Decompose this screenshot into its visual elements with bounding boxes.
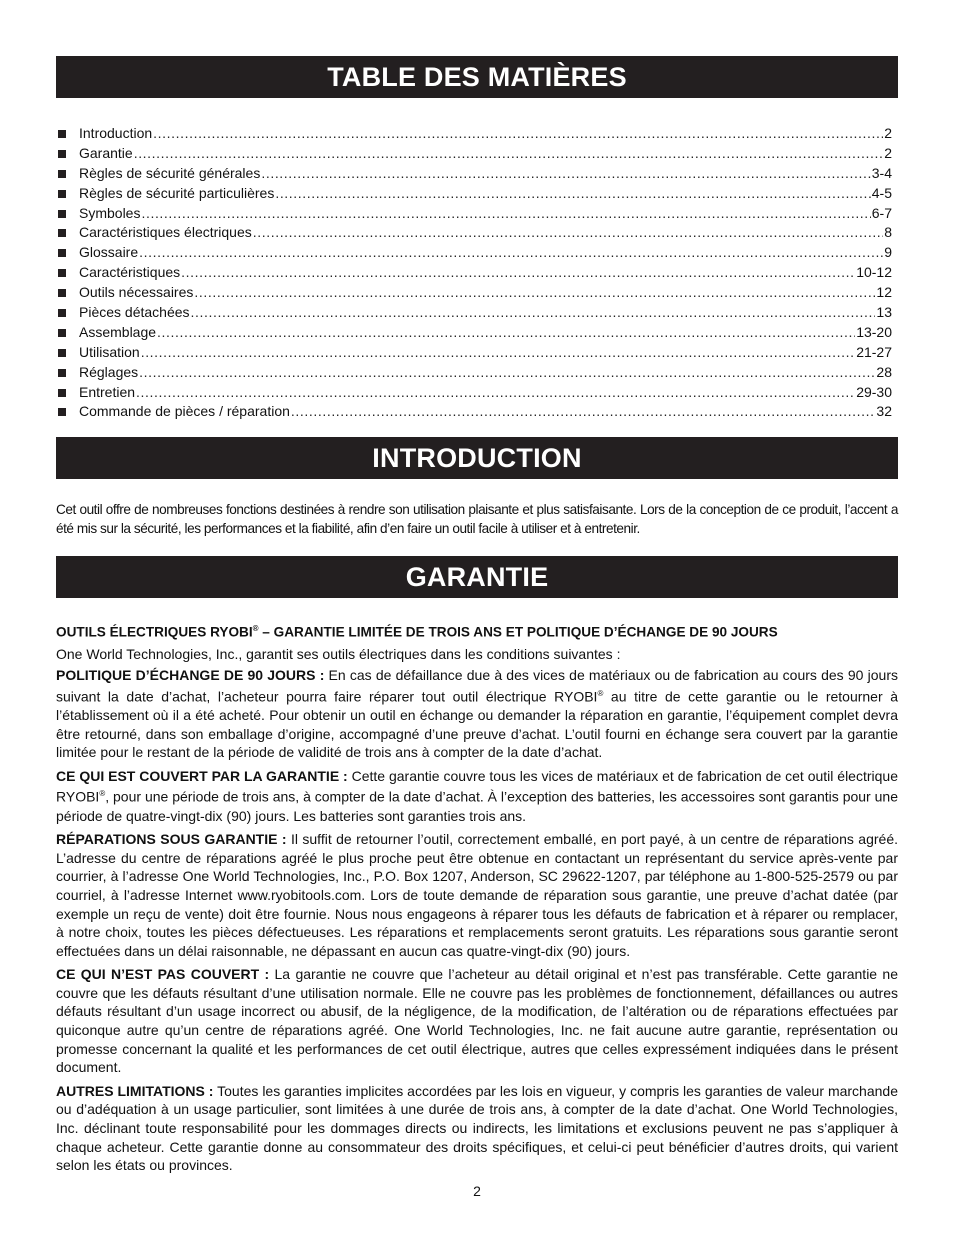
toc-item-page: 4-5 (871, 184, 892, 201)
toc-item-page: 2 (884, 144, 892, 161)
toc-item-page: 13 (876, 304, 892, 321)
warranty-subheading: One World Technologies, Inc., garantit ses outils électriques dans les conditions suivantes : (56, 646, 621, 663)
toc-item-label: Garantie (79, 144, 133, 161)
toc-item-page: 8 (884, 224, 892, 241)
toc-leader-dots (134, 144, 884, 164)
introduction-title: INTRODUCTION (56, 437, 898, 479)
square-bullet-icon (58, 329, 66, 337)
toc-item (56, 223, 898, 243)
square-bullet-icon (58, 289, 66, 297)
toc-item-label: Entretien (79, 383, 136, 400)
repairs-label: RÉPARATIONS SOUS GARANTIE : (56, 831, 287, 848)
exchange-policy-paragraph (56, 666, 898, 762)
toc-item (56, 144, 898, 164)
toc-item-page: 2 (884, 125, 892, 141)
toc-item (56, 402, 898, 422)
introduction-text: Cet outil offre de nombreuses fonctions destinées à rendre son utilisation plaisante et plus satisfaisante. Lors de la conception de ce produit, l’accent a été mis sur la sécurité, les performances et la fiabilité, afin d’en faire un outil facile à utiliser et à entretenir. (56, 502, 898, 536)
square-bullet-icon (58, 408, 66, 416)
toc-item (56, 363, 898, 383)
toc-item-label: Utilisation (79, 343, 140, 360)
toc-item (56, 124, 898, 144)
toc-item-label: Règles de sécurité particulières (79, 184, 275, 201)
registered-mark: ® (99, 789, 106, 799)
square-bullet-icon (58, 349, 66, 357)
toc-item-label: Commande de pièces / réparation (79, 403, 290, 420)
toc-item-label: Réglages (79, 363, 139, 380)
toc-item-page: 21-27 (856, 343, 892, 360)
other-limitations-label: AUTRES LIMITATIONS : (56, 1082, 214, 1099)
toc-item-page: 10-12 (856, 264, 892, 281)
warranty-heading-part1: OUTILS ÉLECTRIQUES RYOBI (56, 624, 253, 640)
toc-item-page: 9 (884, 244, 892, 261)
toc-item (56, 243, 898, 263)
warranty-heading-part2: – GARANTIE LIMITÉE DE TROIS ANS ET POLITIQUE D’ÉCHANGE DE 90 JOURS (258, 624, 778, 640)
toc-item-label: Assemblage (79, 323, 157, 340)
toc-item (56, 323, 898, 343)
exchange-policy-text-a: En cas de défaillance due à des vices de matériaux ou de fabrication au cours des 90 jours suivant la date d’achat, l’acheteur pourra faire réparer tout outil électrique RYOBI (56, 667, 898, 705)
other-limitations-paragraph (56, 1082, 898, 1175)
toc-item-page: 28 (876, 363, 892, 380)
warranty-section (56, 620, 898, 1174)
manual-page (56, 56, 898, 1180)
not-covered-paragraph (56, 965, 898, 1077)
covered-text-a: Cette garantie couvre tous les vices de matériaux et de fabrication de cet outil électrique RYOBI (56, 767, 898, 805)
square-bullet-icon (58, 389, 66, 397)
square-bullet-icon (58, 210, 66, 218)
toc-item (56, 204, 898, 224)
toc-item-page: 29-30 (856, 383, 892, 400)
toc-item (56, 343, 898, 363)
covered-paragraph (56, 767, 898, 825)
toc-item-page: 32 (876, 403, 892, 420)
square-bullet-icon (58, 170, 66, 178)
square-bullet-icon (58, 229, 66, 237)
toc-item-label: Glossaire (79, 244, 139, 261)
registered-mark: ® (597, 688, 604, 698)
toc-leader-dots (139, 243, 883, 263)
toc-item-label: Introduction (79, 125, 153, 141)
toc-item (56, 164, 898, 184)
repairs-paragraph (56, 830, 898, 960)
warranty-heading (56, 620, 898, 642)
garantie-title: GARANTIE (56, 556, 898, 598)
toc-item (56, 383, 898, 403)
square-bullet-icon (58, 249, 66, 257)
exchange-policy-label: POLITIQUE D’ÉCHANGE DE 90 JOURS : (56, 667, 325, 684)
toc-item-page: 13-20 (856, 323, 892, 340)
toc-leader-dots (157, 323, 855, 343)
toc-item (56, 184, 898, 204)
not-covered-label: CE QUI N’EST PAS COUVERT : (56, 966, 270, 983)
toc-item-label: Règles de sécurité générales (79, 164, 261, 181)
square-bullet-icon (58, 269, 66, 277)
toc-leader-dots (291, 402, 876, 422)
square-bullet-icon (58, 150, 66, 158)
toc-leader-dots (181, 263, 855, 283)
toc-item-label: Caractéristiques (79, 264, 181, 281)
page-number: 2 (473, 1183, 481, 1199)
not-covered-text: La garantie ne couvre que l’acheteur au détail original et n’est pas transférable. Cette garantie ne couvre que les défauts résultant d’une utilisation normale. Elle ne couvre pas les problèmes de fonctionnement, défaillances ou autres défauts résultant d’un usage incorrect ou abusif, de la négligence, de la modification, de l’altération ou de réparations effectuées par quiconque autre qu’un centre de réparations agréé. One World Technologies, Inc. ne fait aucune autre garantie, représentation ou promesse concernant la qualité et les performances de cet outil électrique, autres que celles expressément indiquées dans le présent document. (56, 966, 899, 1076)
toc-leader-dots (261, 164, 870, 184)
toc-item-label: Pièces détachées (79, 304, 190, 321)
toc-leader-dots (136, 383, 855, 403)
covered-text-b: , pour une période de trois ans, à compter de la date d’achat. À l’exception des batteries, les accessoires sont garantis pour une période de quatre-vingt-dix (90) jours. Les batteries sont garanties trois ans. (56, 788, 898, 824)
toc-item-page: 12 (876, 284, 892, 301)
other-limitations-text: Toutes les garanties implicites accordées par les lois en vigueur, y compris les garanties de valeur marchande ou d’adéquation à un usage particulier, sont limitées à une durée de trois ans, à compter de la date d’achat. One World Technologies, Inc. déclinant toute responsabilité pour les dommages directs ou indirects, les limitations et exclusions peuvent ne pas s’appliquer à chaque acheteur. Cette garantie donne au consommateur des droits spécifiques, et celui-ci peut bénéficier d’autres droits, qui varient selon les états ou provinces. (56, 1082, 898, 1174)
toc-title: TABLE DES MATIÈRES (56, 56, 898, 98)
covered-label: CE QUI EST COUVERT PAR LA GARANTIE : (56, 767, 348, 784)
toc-leader-dots (191, 303, 876, 323)
toc-item-page: 6-7 (871, 204, 892, 221)
toc-item-label: Caractéristiques électriques (79, 224, 252, 241)
toc-leader-dots (153, 124, 883, 144)
toc-item-page: 3-4 (871, 164, 892, 181)
toc-item-label: Outils nécessaires (79, 284, 194, 301)
square-bullet-icon (58, 190, 66, 198)
toc-leader-dots (194, 283, 875, 303)
toc-item-label: Symboles (79, 204, 141, 221)
toc-item (56, 263, 898, 283)
toc-item (56, 303, 898, 323)
toc-leader-dots (141, 343, 855, 363)
square-bullet-icon (58, 369, 66, 377)
exchange-policy-text-b: au titre de cette garantie ou le retourner à l’établissement où il a été acheté. Pour obtenir un outil en échange ou demander la réparation en garantie, l’équipement complet devra être retourné, dans son emballage d’origine, accompagné d’une preuve d’achat. L’outil fourni en échange sera couvert par la garantie limitée pour le restant de la période de validité de trois ans à compter de la date d’achat. (56, 688, 898, 761)
toc-leader-dots (139, 363, 875, 383)
toc-leader-dots (253, 223, 883, 243)
toc-leader-dots (141, 204, 870, 224)
square-bullet-icon (58, 309, 66, 317)
repairs-text: Il suffit de retourner l’outil, correctement emballé, en port payé, à un centre de réparations agréé. L’adresse du centre de réparations agréé le plus proche peut être obtenue en contactant un représentant du service après-vente par courrier, à l’adresse One World Technologies, Inc., P.O. Box 1207, Anderson, SC 29622-1207, par téléphone au 1-800-525-2579 ou par courriel, à l’adresse Internet www.ryobitools.com. Lors de toute demande de réparation sous garantie, une preuve d’achat datée (par exemple un reçu de vente) doit être fournie. Nous nous engageons à réparer tous les défauts de fabrication et à réparer ou remplacer, à notre choix, toutes les pièces défectueuses. Les réparations et remplacements seront gratuits. Les réparations sous garantie seront effectuées dans un délai raisonnable, ne dépassant en aucun cas quatre-vingt-dix (90) jours. (56, 831, 898, 959)
toc-leader-dots (275, 184, 870, 204)
registered-mark: ® (252, 624, 259, 634)
table-of-contents (56, 124, 898, 422)
toc-item (56, 283, 898, 303)
square-bullet-icon (58, 130, 66, 138)
